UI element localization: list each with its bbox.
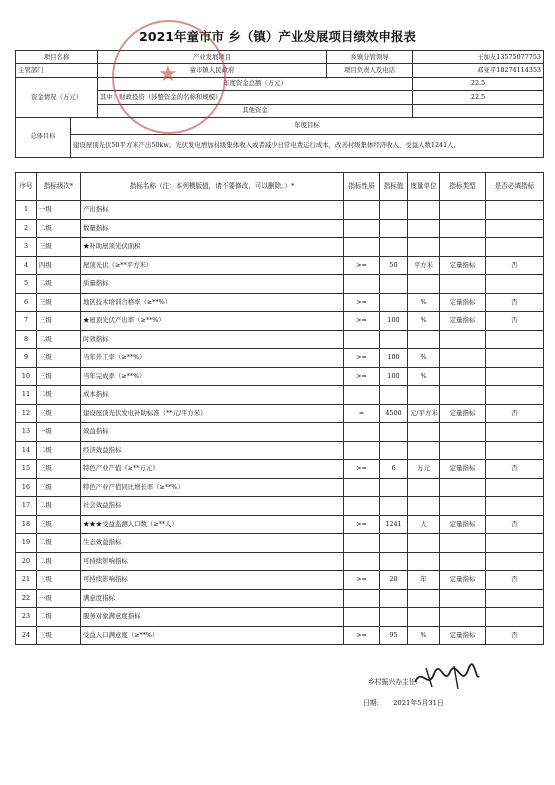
cell-name: 时效指标 (81, 330, 344, 349)
gov-funds-label: 其中：财政投资（涉整资金的名称和规模） (98, 91, 413, 104)
cell-value (380, 219, 408, 238)
cell-value (380, 238, 408, 257)
cell-unit: % (408, 626, 440, 645)
cell-nature (344, 219, 380, 238)
cell-unit (408, 330, 440, 349)
cell-unit: 人 (408, 515, 440, 534)
cell-nature: >= (344, 460, 380, 479)
cell-type (440, 219, 486, 238)
cell-unit: 元/平方米 (408, 404, 440, 423)
cell-type: 定量指标 (440, 256, 486, 275)
cell-value (380, 589, 408, 608)
cell-required: 否 (486, 460, 544, 479)
cell-unit: 万元 (408, 460, 440, 479)
cell-type: 定量指标 (440, 515, 486, 534)
cell-value (380, 497, 408, 516)
cell-value: 4500 (380, 404, 408, 423)
cell-name: 效益指标 (81, 423, 344, 442)
cell-level: 二级 (37, 552, 81, 571)
cell-type (440, 238, 486, 257)
goal-text: 建设屋顶光伏50平方米产出50kw。光伏发电增加村级集体收入或者减少日常电费运行成本，改善村级集体经济收入，受益人数1241人。 (71, 134, 544, 157)
cell-required: 否 (486, 626, 544, 645)
cell-value (380, 275, 408, 294)
cell-value (380, 330, 408, 349)
cell-nature: >= (344, 256, 380, 275)
cell-required: 否 (486, 515, 544, 534)
table-row (16, 515, 544, 534)
cell-nature: >= (344, 626, 380, 645)
annual-total-value: 22.5 (413, 77, 544, 90)
date-label: 日期: (363, 699, 379, 707)
signature-mark (412, 662, 482, 692)
cell-level: 二级 (37, 275, 81, 294)
cell-value (380, 552, 408, 571)
cell-nature: >= (344, 349, 380, 368)
cell-required: 否 (486, 256, 544, 275)
gov-funds-value: 22.5 (413, 91, 544, 104)
cell-type (440, 367, 486, 386)
cell-level: 二级 (37, 441, 81, 460)
cell-nature (344, 534, 380, 553)
cell-unit (408, 275, 440, 294)
cell-level: 三级 (37, 312, 81, 331)
cell-seq: 14 (16, 441, 37, 460)
cell-name: 建设屋顶光伏发电补助标准（**元/平方米） (81, 404, 344, 423)
cell-unit: 平方米 (408, 256, 440, 275)
cell-nature (344, 275, 380, 294)
table-row (16, 626, 544, 645)
cell-seq: 7 (16, 312, 37, 331)
annual-total-label: 年度资金总额（万元） (98, 77, 413, 90)
cell-nature (344, 330, 380, 349)
cell-unit (408, 589, 440, 608)
cell-value: 100 (380, 312, 408, 331)
table-row (16, 349, 544, 368)
cell-value (380, 201, 408, 220)
cell-required (486, 608, 544, 627)
table-row (16, 460, 544, 479)
cell-level: 二级 (37, 330, 81, 349)
table-row (16, 404, 544, 423)
cell-seq: 9 (16, 349, 37, 368)
cell-unit: % (408, 293, 440, 312)
cell-required (486, 534, 544, 553)
other-funds-value (413, 104, 544, 117)
cell-name: 服务对象满意度指标 (81, 608, 344, 627)
cell-type: 定量指标 (440, 312, 486, 331)
cell-nature (344, 497, 380, 516)
cell-unit (408, 238, 440, 257)
table-row (16, 293, 544, 312)
cell-required: 否 (486, 404, 544, 423)
cell-name: ★★★受益监测人口数（≥**人） (81, 515, 344, 534)
goal-header: 年度目标 (71, 117, 544, 134)
cell-level: 一级 (37, 423, 81, 442)
cell-type (440, 423, 486, 442)
cell-name: 可持续影响指标 (81, 552, 344, 571)
cell-name: 社会效益指标 (81, 497, 344, 516)
cell-value: 1241 (380, 515, 408, 534)
cell-level: 一级 (37, 201, 81, 220)
dept-value: 童市镇人民政府 (98, 64, 327, 77)
cell-value: 20 (380, 571, 408, 590)
cell-unit (408, 534, 440, 553)
cell-type (440, 497, 486, 516)
cell-unit: % (408, 349, 440, 368)
cell-name: 数量指标 (81, 219, 344, 238)
cell-required (486, 201, 544, 220)
cell-seq: 23 (16, 608, 37, 627)
cell-name: ★补助屋顶光伏面积 (81, 238, 344, 257)
cell-value (380, 608, 408, 627)
cell-type: 定量指标 (440, 626, 486, 645)
cell-seq: 20 (16, 552, 37, 571)
cell-type: 定量指标 (440, 404, 486, 423)
cell-required (486, 330, 544, 349)
cell-nature (344, 552, 380, 571)
cell-name: 成本指标 (81, 386, 344, 405)
cell-level: 三级 (37, 404, 81, 423)
header-type: 指标类型 (440, 173, 486, 201)
table-row (16, 497, 544, 516)
cell-nature: >= (344, 367, 380, 386)
cell-seq: 11 (16, 386, 37, 405)
cell-nature (344, 589, 380, 608)
cell-name: 屋顶光伏（≥**平方米） (81, 256, 344, 275)
cell-nature: >= (344, 312, 380, 331)
cell-name: 满意度指标 (81, 589, 344, 608)
cell-name: 产出指标 (81, 201, 344, 220)
cell-unit (408, 478, 440, 497)
cell-seq: 17 (16, 497, 37, 516)
cell-unit (408, 552, 440, 571)
cell-required (486, 589, 544, 608)
table-row (16, 608, 544, 627)
cell-nature (344, 201, 380, 220)
cell-seq: 4 (16, 256, 37, 275)
cell-level: 二级 (37, 534, 81, 553)
cell-type (440, 441, 486, 460)
cell-unit (408, 608, 440, 627)
cell-unit: % (408, 312, 440, 331)
cell-name: 特色产业产值（≥**万元） (81, 460, 344, 479)
contact-value: 邓亚平18274114353 (413, 64, 544, 77)
cell-level: 一级 (37, 589, 81, 608)
cell-type (440, 349, 486, 368)
cell-nature (344, 441, 380, 460)
cell-value: 50 (380, 256, 408, 275)
cell-type (440, 534, 486, 553)
header-required: 是否必填指标 (486, 173, 544, 201)
header-unit: 度量单位 (408, 173, 440, 201)
cell-name: 特色产业产值同比增长率（≥**%） (81, 478, 344, 497)
cell-nature: >= (344, 571, 380, 590)
table-row (16, 219, 544, 238)
cell-value (380, 386, 408, 405)
header-value: 指标值 (380, 173, 408, 201)
cell-nature: >= (344, 515, 380, 534)
cell-name: 经济效益指标 (81, 441, 344, 460)
cell-seq: 8 (16, 330, 37, 349)
table-row (16, 367, 544, 386)
leader-value: 王加友13575077753 (413, 51, 544, 64)
cell-type (440, 552, 486, 571)
page-title: 2021年童市市 乡（镇）产业发展项目绩效申报表 (139, 29, 416, 44)
cell-type: 定量指标 (440, 293, 486, 312)
cell-name: 当年完成率（≥**%） (81, 367, 344, 386)
cell-unit (408, 441, 440, 460)
funds-label: 资金情况（万元） (16, 77, 98, 117)
cell-required (486, 552, 544, 571)
cell-type (440, 275, 486, 294)
cell-nature (344, 238, 380, 257)
cell-unit (408, 219, 440, 238)
cell-required (486, 423, 544, 442)
cell-level: 二级 (37, 219, 81, 238)
project-name-label: 项目名称 (16, 51, 98, 64)
cell-value: 100 (380, 349, 408, 368)
header-name: 指标名称（注：本列模版值，请不要修改，可以删除。）* (81, 173, 344, 201)
table-row (16, 256, 544, 275)
cell-seq: 10 (16, 367, 37, 386)
cell-name: 质量指标 (81, 275, 344, 294)
cell-name: 受益人口满意度（≥**%） (81, 626, 344, 645)
table-row (16, 552, 544, 571)
cell-type (440, 608, 486, 627)
cell-unit (408, 201, 440, 220)
cell-name: 当年开工率（≥**%） (81, 349, 344, 368)
cell-value: 100 (380, 367, 408, 386)
project-name-value: 产业发展项目 (98, 51, 327, 64)
cell-seq: 22 (16, 589, 37, 608)
cell-type (440, 478, 486, 497)
cell-level: 二级 (37, 497, 81, 516)
cell-seq: 1 (16, 201, 37, 220)
cell-level: 三级 (37, 626, 81, 645)
cell-seq: 19 (16, 534, 37, 553)
cell-level: 三级 (37, 460, 81, 479)
cell-unit (408, 386, 440, 405)
cell-value: 6 (380, 460, 408, 479)
table-row (16, 201, 544, 220)
table-row (16, 478, 544, 497)
contact-label: 项目负责人及电话 (327, 64, 413, 77)
cell-level: 三级 (37, 571, 81, 590)
cell-level: 二级 (37, 386, 81, 405)
cell-type (440, 330, 486, 349)
cell-seq: 3 (16, 238, 37, 257)
cell-seq: 16 (16, 478, 37, 497)
cell-value (380, 423, 408, 442)
cell-seq: 5 (16, 275, 37, 294)
cell-name: 地区技术培训合格率（≥**%） (81, 293, 344, 312)
cell-nature (344, 423, 380, 442)
cell-seq: 15 (16, 460, 37, 479)
cell-level: 二级 (37, 608, 81, 627)
table-row (16, 534, 544, 553)
cell-nature: >= (344, 293, 380, 312)
cell-level: 三级 (37, 238, 81, 257)
cell-unit: 年 (408, 571, 440, 590)
cell-required: 否 (486, 571, 544, 590)
cell-type (440, 386, 486, 405)
dept-label: 主管部门 (16, 64, 98, 77)
cell-nature: = (344, 404, 380, 423)
cell-nature (344, 608, 380, 627)
header-nature: 指标性质 (344, 173, 380, 201)
cell-required (486, 275, 544, 294)
cell-level: 四级 (37, 256, 81, 275)
cell-seq: 6 (16, 293, 37, 312)
cell-type: 定量指标 (440, 460, 486, 479)
cell-required (486, 367, 544, 386)
table-row (16, 571, 544, 590)
cell-value (380, 293, 408, 312)
cell-level: 三级 (37, 293, 81, 312)
cell-required (486, 238, 544, 257)
cell-required (486, 386, 544, 405)
cell-seq: 21 (16, 571, 37, 590)
cell-required: 否 (486, 312, 544, 331)
seal-star-icon: ★ (158, 62, 178, 87)
cell-required (486, 497, 544, 516)
table-row (16, 238, 544, 257)
cell-level: 三级 (37, 349, 81, 368)
cell-required: 否 (486, 293, 544, 312)
cell-seq: 12 (16, 404, 37, 423)
cell-name: 生态效益指标 (81, 534, 344, 553)
cell-required (486, 478, 544, 497)
date-line (363, 697, 444, 707)
header-seq: 序号 (16, 173, 37, 201)
cell-name: 可持续影响指标 (81, 571, 344, 590)
cell-name: ★屋顶光伏产出率（≥**%） (81, 312, 344, 331)
cell-seq: 13 (16, 423, 37, 442)
date-value: 2021年5月31日 (393, 699, 444, 707)
header-level: 指标级次* (37, 173, 81, 201)
cell-value (380, 478, 408, 497)
cell-type: 定量指标 (440, 571, 486, 590)
cell-level: 三级 (37, 515, 81, 534)
cell-value (380, 441, 408, 460)
cell-unit (408, 497, 440, 516)
cell-value: 95 (380, 626, 408, 645)
goal-side-label: 总体目标 (16, 117, 71, 157)
cell-nature (344, 386, 380, 405)
cell-required (486, 219, 544, 238)
cell-required (486, 441, 544, 460)
table-row (16, 441, 544, 460)
project-info-table (15, 50, 544, 158)
indicator-table (15, 172, 544, 645)
cell-level: 三级 (37, 367, 81, 386)
leader-label: 乡镇分管领导 (327, 51, 413, 64)
cell-unit: % (408, 367, 440, 386)
table-row (16, 386, 544, 405)
cell-required (486, 349, 544, 368)
cell-level: 三级 (37, 478, 81, 497)
table-row (16, 589, 544, 608)
other-funds-label: 其他资金 (98, 104, 413, 117)
table-row (16, 275, 544, 294)
cell-value (380, 534, 408, 553)
table-row (16, 330, 544, 349)
table-row (16, 312, 544, 331)
cell-unit (408, 423, 440, 442)
signer-label: 乡村振兴办主任: (368, 678, 418, 686)
cell-seq: 24 (16, 626, 37, 645)
cell-seq: 18 (16, 515, 37, 534)
cell-nature (344, 478, 380, 497)
cell-seq: 2 (16, 219, 37, 238)
table-row (16, 423, 544, 442)
cell-type (440, 201, 486, 220)
cell-type (440, 589, 486, 608)
